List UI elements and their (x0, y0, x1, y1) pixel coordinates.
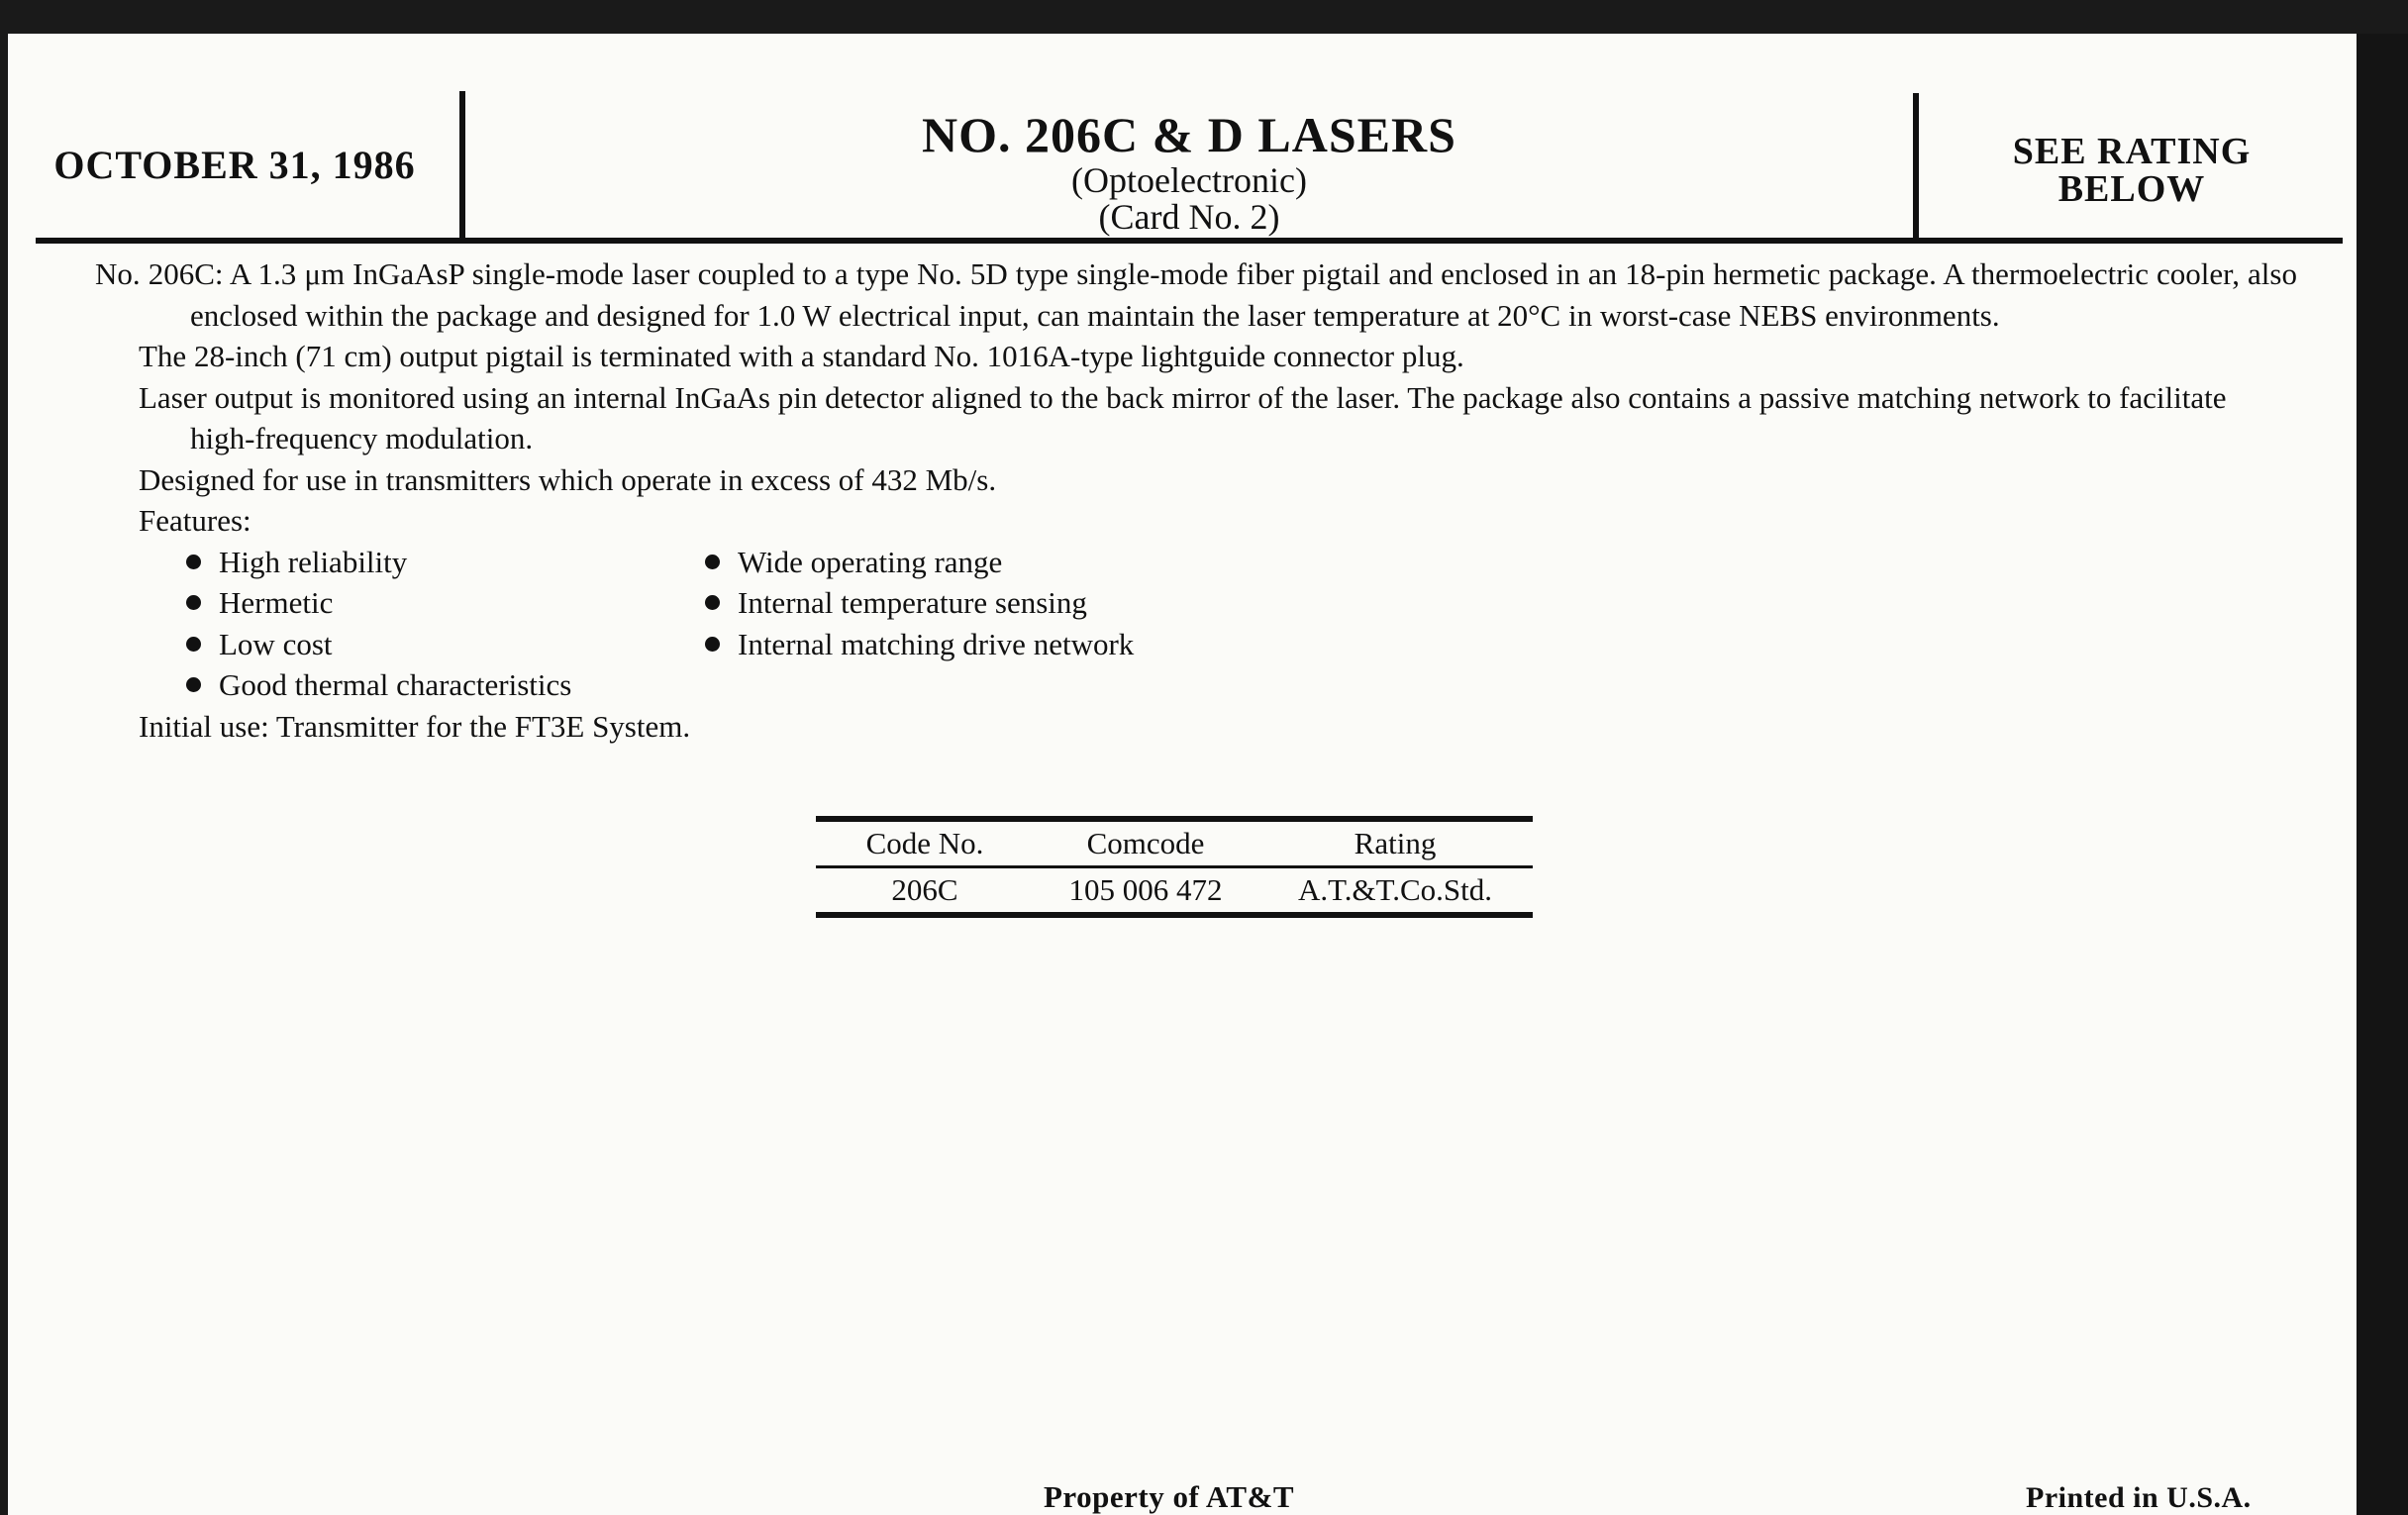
rating-note-line1: SEE RATING (2012, 131, 2252, 172)
table-rule-bottom (816, 912, 1533, 918)
spec-card (8, 34, 2357, 1515)
bullet-icon (186, 677, 201, 692)
intro-paragraph: No. 206C: A 1.3 μm InGaAsP single-mode laser coupled to a type No. 5D type single-mode fiber pigtail and enclosed in an 18-pin hermetic package. A thermoelectric cooler, also enclosed within the package and designed for 1.0 W electrical input, can maintain the laser temperature at 20°C in worst-case NEBS environments. (95, 256, 2297, 333)
feature-item (705, 582, 1134, 624)
feature-item (186, 664, 571, 706)
feature-item (186, 624, 571, 665)
feature-text: Internal temperature sensing (738, 585, 1087, 620)
feature-item (186, 542, 571, 583)
bullet-icon (705, 637, 720, 652)
rating-note (1919, 133, 2345, 208)
features-column-left (186, 542, 571, 706)
scan-border (2357, 34, 2408, 1515)
features-column-right (705, 542, 1134, 665)
feature-text: Good thermal characteristics (219, 667, 572, 702)
card-subtitle: (Optoelectronic) (1071, 160, 1307, 200)
initial-use-paragraph: Initial use: Transmitter for the FT3E System. (139, 708, 691, 744)
card-number: (Card No. 2) (1098, 197, 1280, 237)
table-cell-rating: A.T.&T.Co.Std. (1297, 872, 1493, 907)
header-rule (36, 238, 2343, 244)
bullet-icon (705, 555, 720, 569)
header-title-block (465, 107, 1913, 236)
rating-note-line2: BELOW (2057, 168, 2206, 210)
feature-text: Internal matching drive network (738, 626, 1135, 661)
feature-item (705, 542, 1134, 583)
table-header-comcode: Comcode (1086, 826, 1205, 860)
pigtail-paragraph: The 28-inch (71 cm) output pigtail is terminated with a standard No. 1016A-type lightguide connector plug. (139, 339, 1464, 373)
features-label: Features: (139, 503, 251, 538)
table-header-code: Code No. (865, 826, 984, 860)
feature-text: Wide operating range (738, 544, 1003, 579)
description-body (8, 253, 2357, 747)
issue-date: OCTOBER 31, 1986 (53, 142, 416, 187)
table-row (816, 868, 1533, 912)
designed-paragraph: Designed for use in transmitters which operate in excess of 432 Mb/s. (139, 461, 997, 497)
feature-text: Low cost (219, 626, 333, 661)
feature-item (186, 582, 571, 624)
bullet-icon (186, 637, 201, 652)
footer-printed: Printed in U.S.A. (2026, 1481, 2252, 1514)
table-header-rating: Rating (1354, 826, 1437, 860)
rating-table (816, 816, 1533, 918)
bullet-icon (186, 555, 201, 569)
monitor-paragraph: Laser output is monitored using an internal InGaAs pin detector aligned to the back mirror of the laser. The package also contains a passive matching network to facilitate high-frequency modulation. (139, 379, 2227, 455)
features-list (8, 542, 2357, 706)
card-title: NO. 206C & D LASERS (922, 107, 1456, 162)
table-cell-code: 206C (891, 872, 958, 907)
feature-item (705, 624, 1134, 665)
table-cell-comcode: 105 006 472 (1068, 872, 1223, 907)
feature-text: Hermetic (219, 585, 334, 620)
feature-text: High reliability (219, 544, 408, 579)
bullet-icon (705, 595, 720, 610)
bullet-icon (186, 595, 201, 610)
table-header-row (816, 822, 1533, 865)
footer-property: Property of AT&T (1044, 1479, 1295, 1514)
